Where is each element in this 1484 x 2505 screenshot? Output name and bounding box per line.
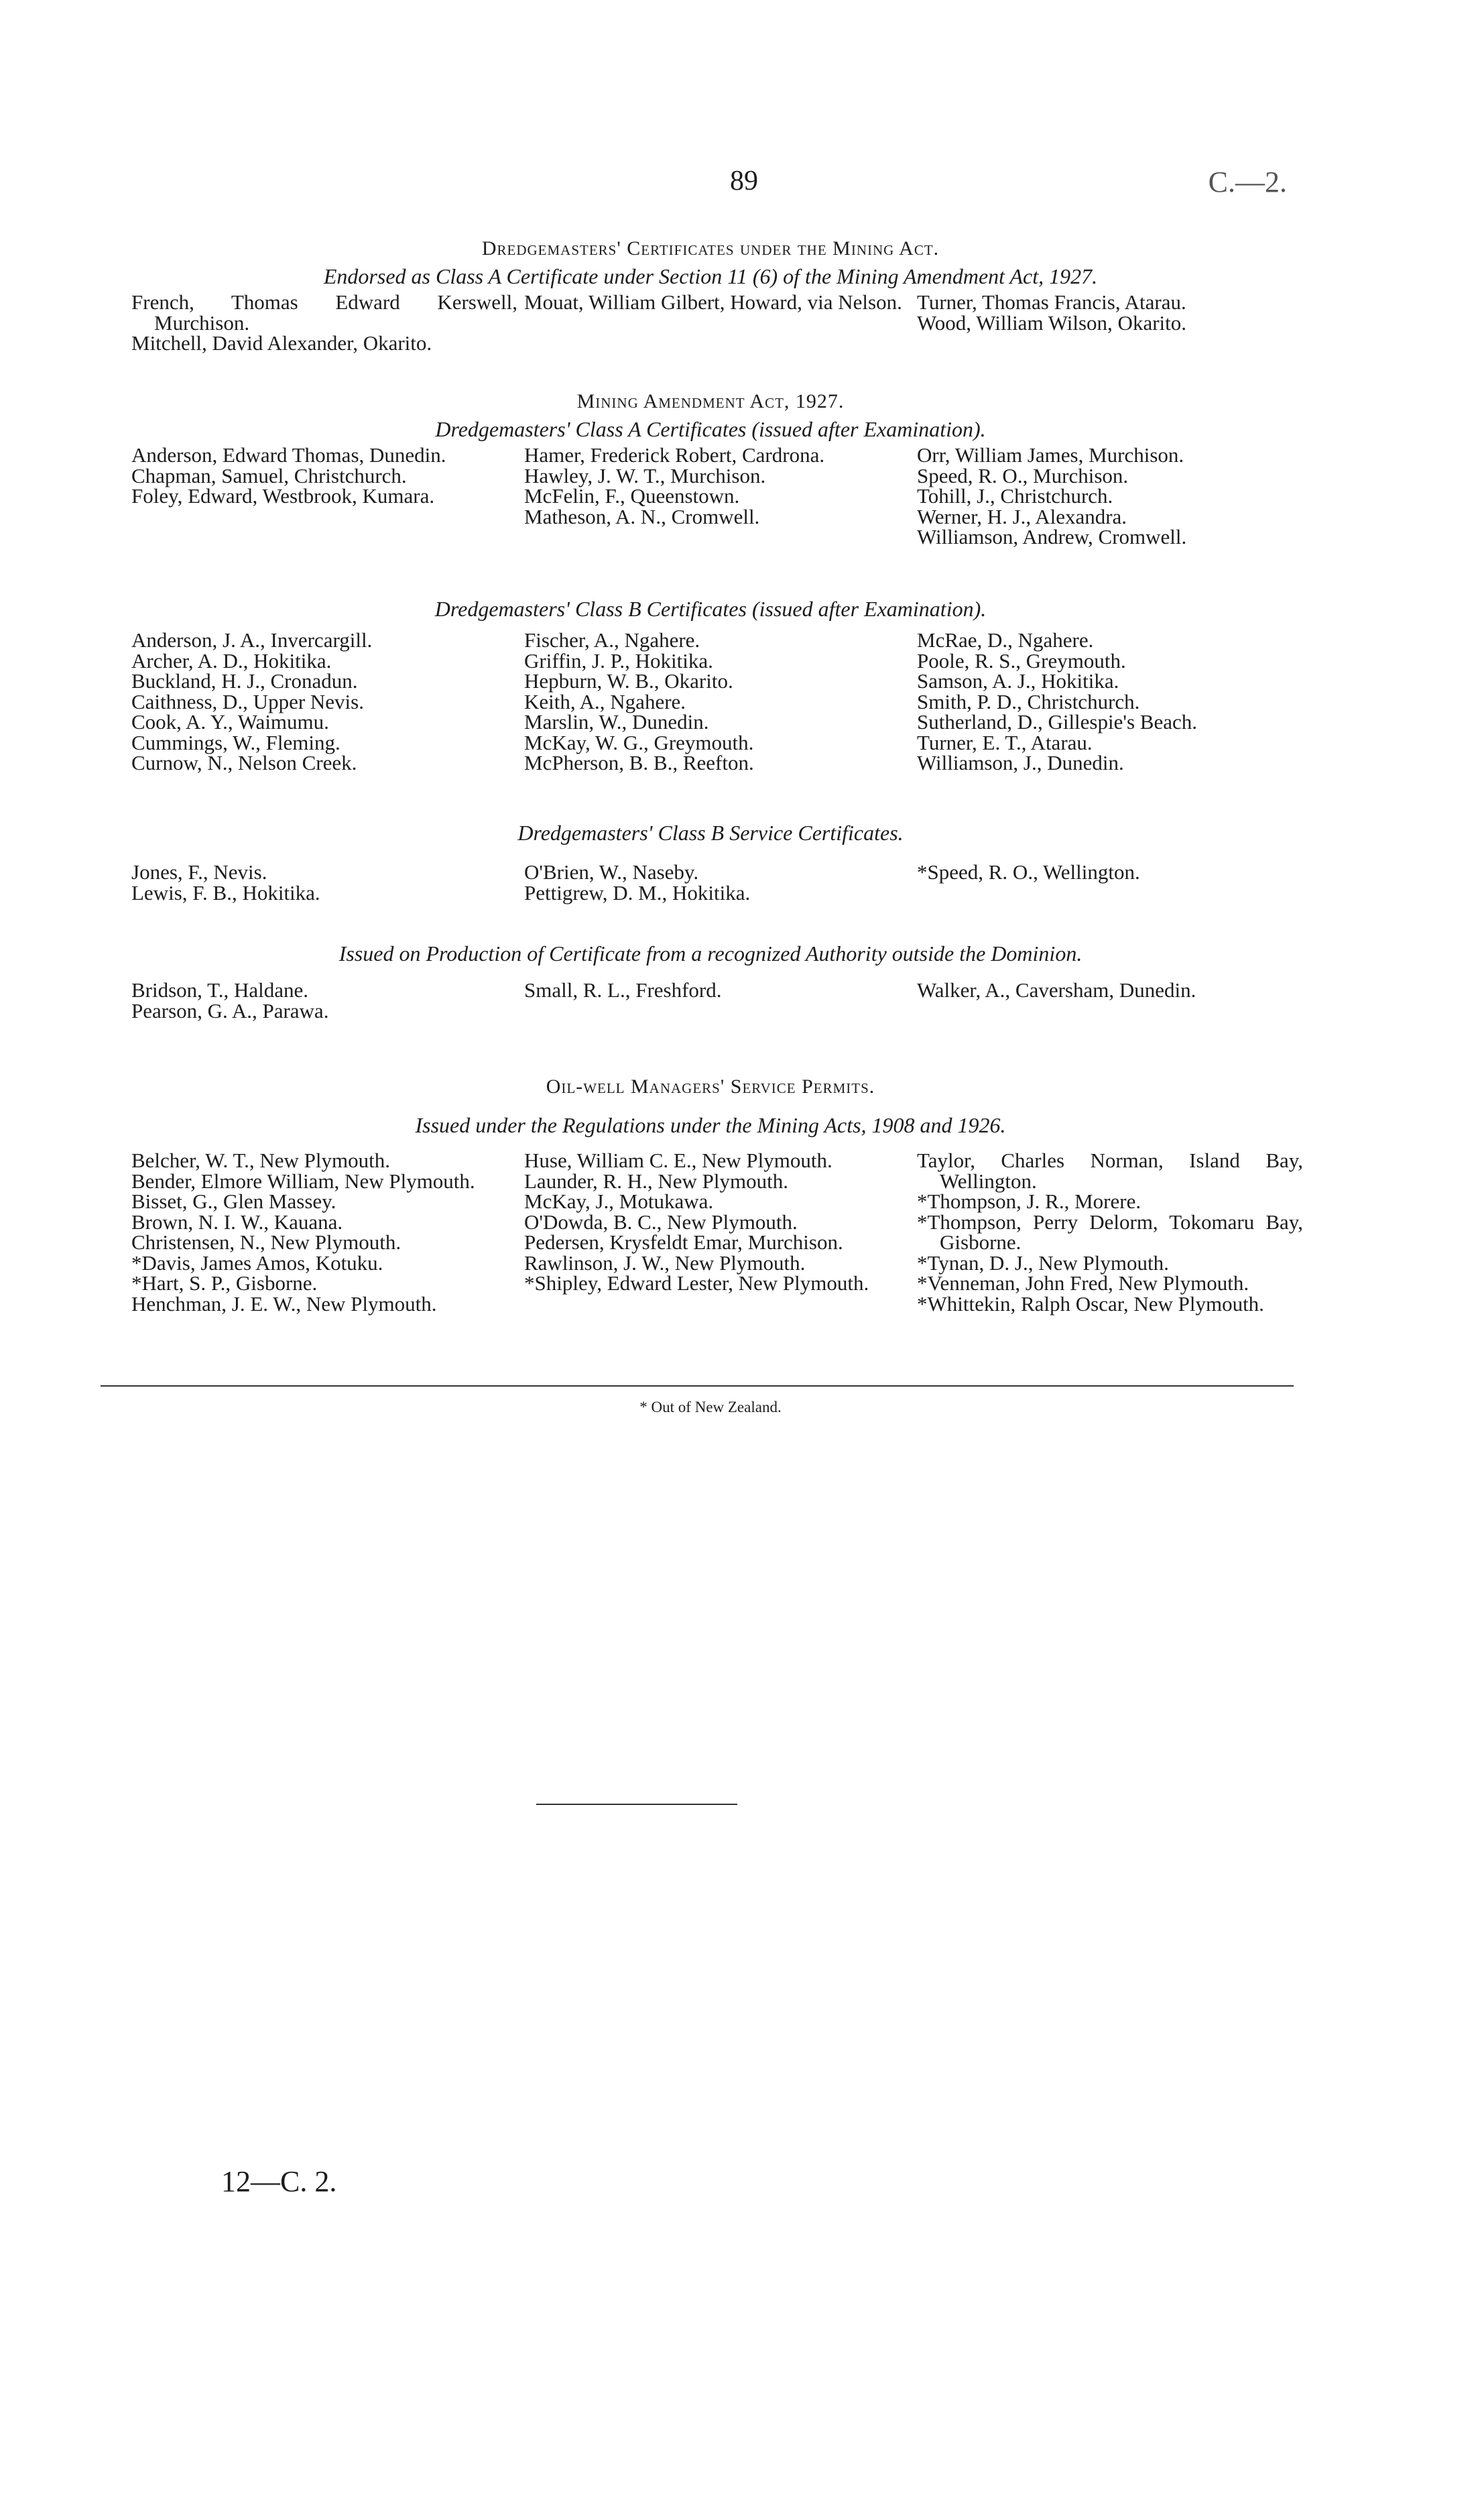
list-item: Williamson, J., Dunedin. <box>917 751 1124 774</box>
column-1 <box>131 630 524 774</box>
list-item: Poole, R. S., Greymouth. <box>917 648 1126 673</box>
column-3 <box>917 1151 1310 1314</box>
column-1 <box>131 980 524 1021</box>
class-a-list <box>131 445 1311 548</box>
list-item: Christensen, N., New Plymouth. <box>131 1230 401 1254</box>
list-item: Turner, E. T., Atarau. <box>917 730 1093 754</box>
class-b-service-subheading: Dredgemasters' Class B Service Certificates. <box>517 821 904 845</box>
column-2 <box>524 980 917 1021</box>
list-item: Sutherland, D., Gillespie's Beach. <box>917 710 1197 734</box>
class-b-list <box>131 630 1311 774</box>
list-item: *Hart, S. P., Gisborne. <box>131 1271 318 1295</box>
list-item: O'Brien, W., Naseby. <box>524 860 699 884</box>
list-item: *Speed, R. O., Wellington. <box>917 860 1140 884</box>
section-rule <box>101 1385 1294 1387</box>
column-3 <box>917 980 1310 1021</box>
list-item: Belcher, W. T., New Plymouth. <box>131 1149 390 1172</box>
end-rule <box>536 1804 737 1805</box>
column-2 <box>524 630 917 774</box>
list-item: Caithness, D., Upper Nevis. <box>131 689 364 713</box>
footer-reference: 12—C. 2. <box>221 2165 337 2198</box>
list-item: Samson, A. J., Hokitika. <box>917 669 1119 693</box>
list-item: Hamer, Frederick Robert, Cardrona. <box>524 443 825 467</box>
column-1 <box>131 292 524 354</box>
list-item: Henchman, J. E. W., New Plymouth. <box>131 1291 437 1316</box>
endorsed-list <box>131 292 1311 354</box>
list-item: McRae, D., Ngahere. <box>917 628 1094 652</box>
page-number: 89 <box>730 166 758 196</box>
column-3 <box>917 862 1310 903</box>
list-item: Taylor, Charles Norman, Island Bay, Wellington. <box>917 1149 1303 1193</box>
list-item: Jones, F., Nevis. <box>131 860 267 884</box>
list-item: Wood, William Wilson, Okarito. <box>917 310 1187 335</box>
endorsed-subheading: Endorsed as Class A Certificate under Section 11 (6) of the Mining Amendment Act, 1927. <box>323 264 1098 288</box>
list-item: Anderson, Edward Thomas, Dunedin. <box>131 443 446 467</box>
list-item: O'Dowda, B. C., New Plymouth. <box>524 1210 798 1234</box>
class-a-subheading: Dredgemasters' Class A Certificates (issued after Examination). <box>435 417 986 441</box>
column-3 <box>917 292 1310 354</box>
list-item: Fischer, A., Ngahere. <box>524 628 700 652</box>
class-b-subheading: Dredgemasters' Class B Certificates (issued after Examination). <box>434 597 987 621</box>
list-item: Williamson, Andrew, Cromwell. <box>917 525 1187 548</box>
list-item: Matheson, A. N., Cromwell. <box>524 504 760 528</box>
list-item: French, Thomas Edward Kerswell, Murchison. <box>131 290 517 335</box>
column-1 <box>131 445 524 548</box>
list-item: Cook, A. Y., Waimumu. <box>131 710 329 734</box>
list-item: Mouat, William Gilbert, Howard, via Nelson. <box>524 290 902 314</box>
oil-well-heading: Oil-well Managers' Service Permits. <box>546 1075 875 1098</box>
list-item: Buckland, H. J., Cronadun. <box>131 669 358 693</box>
list-item: Hawley, J. W. T., Murchison. <box>524 463 766 487</box>
list-item: Curnow, N., Nelson Creek. <box>131 751 357 774</box>
list-item: Pedersen, Krysfeldt Emar, Murchison. <box>524 1230 843 1254</box>
outside-dominion-list <box>131 980 1311 1021</box>
column-1 <box>131 862 524 903</box>
list-item: Launder, R. H., New Plymouth. <box>524 1169 788 1193</box>
list-item: *Shipley, Edward Lester, New Plymouth. <box>524 1271 869 1295</box>
column-3 <box>917 445 1310 548</box>
list-item: McKay, J., Motukawa. <box>524 1189 714 1213</box>
list-item: Bridson, T., Haldane. <box>131 978 309 1002</box>
oil-well-subheading: Issued under the Regulations under the Mining Acts, 1908 and 1926. <box>415 1113 1006 1137</box>
column-3 <box>917 630 1310 774</box>
column-2 <box>524 292 917 354</box>
list-item: Turner, Thomas Francis, Atarau. <box>917 290 1186 314</box>
document-reference: C.—2. <box>1208 166 1287 198</box>
list-item: Pearson, G. A., Parawa. <box>131 998 329 1023</box>
list-item: Orr, William James, Murchison. <box>917 443 1184 467</box>
list-item: Hepburn, W. B., Okarito. <box>524 669 733 693</box>
oil-well-list <box>131 1151 1311 1314</box>
column-2 <box>524 1151 917 1314</box>
list-item: McKay, W. G., Greymouth. <box>524 730 754 754</box>
list-item: Bender, Elmore William, New Plymouth. <box>131 1169 475 1193</box>
class-b-service-list <box>131 862 1311 903</box>
mining-amendment-heading: Mining Amendment Act, 1927. <box>576 390 845 412</box>
list-item: Brown, N. I. W., Kauana. <box>131 1210 343 1234</box>
list-item: Anderson, J. A., Invercargill. <box>131 628 373 652</box>
list-item: *Thompson, Perry Delorm, Tokomaru Bay, Gisborne. <box>917 1210 1303 1254</box>
list-item: Griffin, J. P., Hokitika. <box>524 648 713 673</box>
list-item: *Thompson, J. R., Morere. <box>917 1189 1141 1213</box>
dredgemasters-heading: Dredgemasters' Certificates under the Mining Act. <box>481 237 940 259</box>
list-item: McPherson, B. B., Reefton. <box>524 751 754 774</box>
list-item: *Tynan, D. J., New Plymouth. <box>917 1250 1169 1275</box>
list-item: Chapman, Samuel, Christchurch. <box>131 463 407 487</box>
column-1 <box>131 1151 524 1314</box>
column-2 <box>524 862 917 903</box>
list-item: Keith, A., Ngahere. <box>524 689 686 713</box>
list-item: Archer, A. D., Hokitika. <box>131 648 332 673</box>
footnote: * Out of New Zealand. <box>639 1399 782 1415</box>
list-item: *Whittekin, Ralph Oscar, New Plymouth. <box>917 1291 1264 1316</box>
column-2 <box>524 445 917 548</box>
list-item: McFelin, F., Queenstown. <box>524 484 740 508</box>
list-item: Foley, Edward, Westbrook, Kumara. <box>131 484 435 508</box>
list-item: Walker, A., Caversham, Dunedin. <box>917 978 1196 1002</box>
list-item: Rawlinson, J. W., New Plymouth. <box>524 1250 806 1275</box>
list-item: Tohill, J., Christchurch. <box>917 484 1113 508</box>
list-item: *Davis, James Amos, Kotuku. <box>131 1250 383 1275</box>
list-item: Marslin, W., Dunedin. <box>524 710 709 734</box>
list-item: *Venneman, John Fred, New Plymouth. <box>917 1271 1249 1295</box>
list-item: Small, R. L., Freshford. <box>524 978 722 1002</box>
list-item: Bisset, G., Glen Massey. <box>131 1189 336 1213</box>
list-item: Pettigrew, D. M., Hokitika. <box>524 880 751 905</box>
list-item: Lewis, F. B., Hokitika. <box>131 880 320 905</box>
list-item: Werner, H. J., Alexandra. <box>917 504 1127 528</box>
list-item: Mitchell, David Alexander, Okarito. <box>131 331 432 355</box>
list-item: Huse, William C. E., New Plymouth. <box>524 1149 832 1172</box>
list-item: Smith, P. D., Christchurch. <box>917 689 1140 713</box>
outside-dominion-subheading: Issued on Production of Certificate from a recognized Authority outside the Dominion. <box>338 941 1083 966</box>
list-item: Speed, R. O., Murchison. <box>917 463 1129 487</box>
list-item: Cummings, W., Fleming. <box>131 730 341 754</box>
